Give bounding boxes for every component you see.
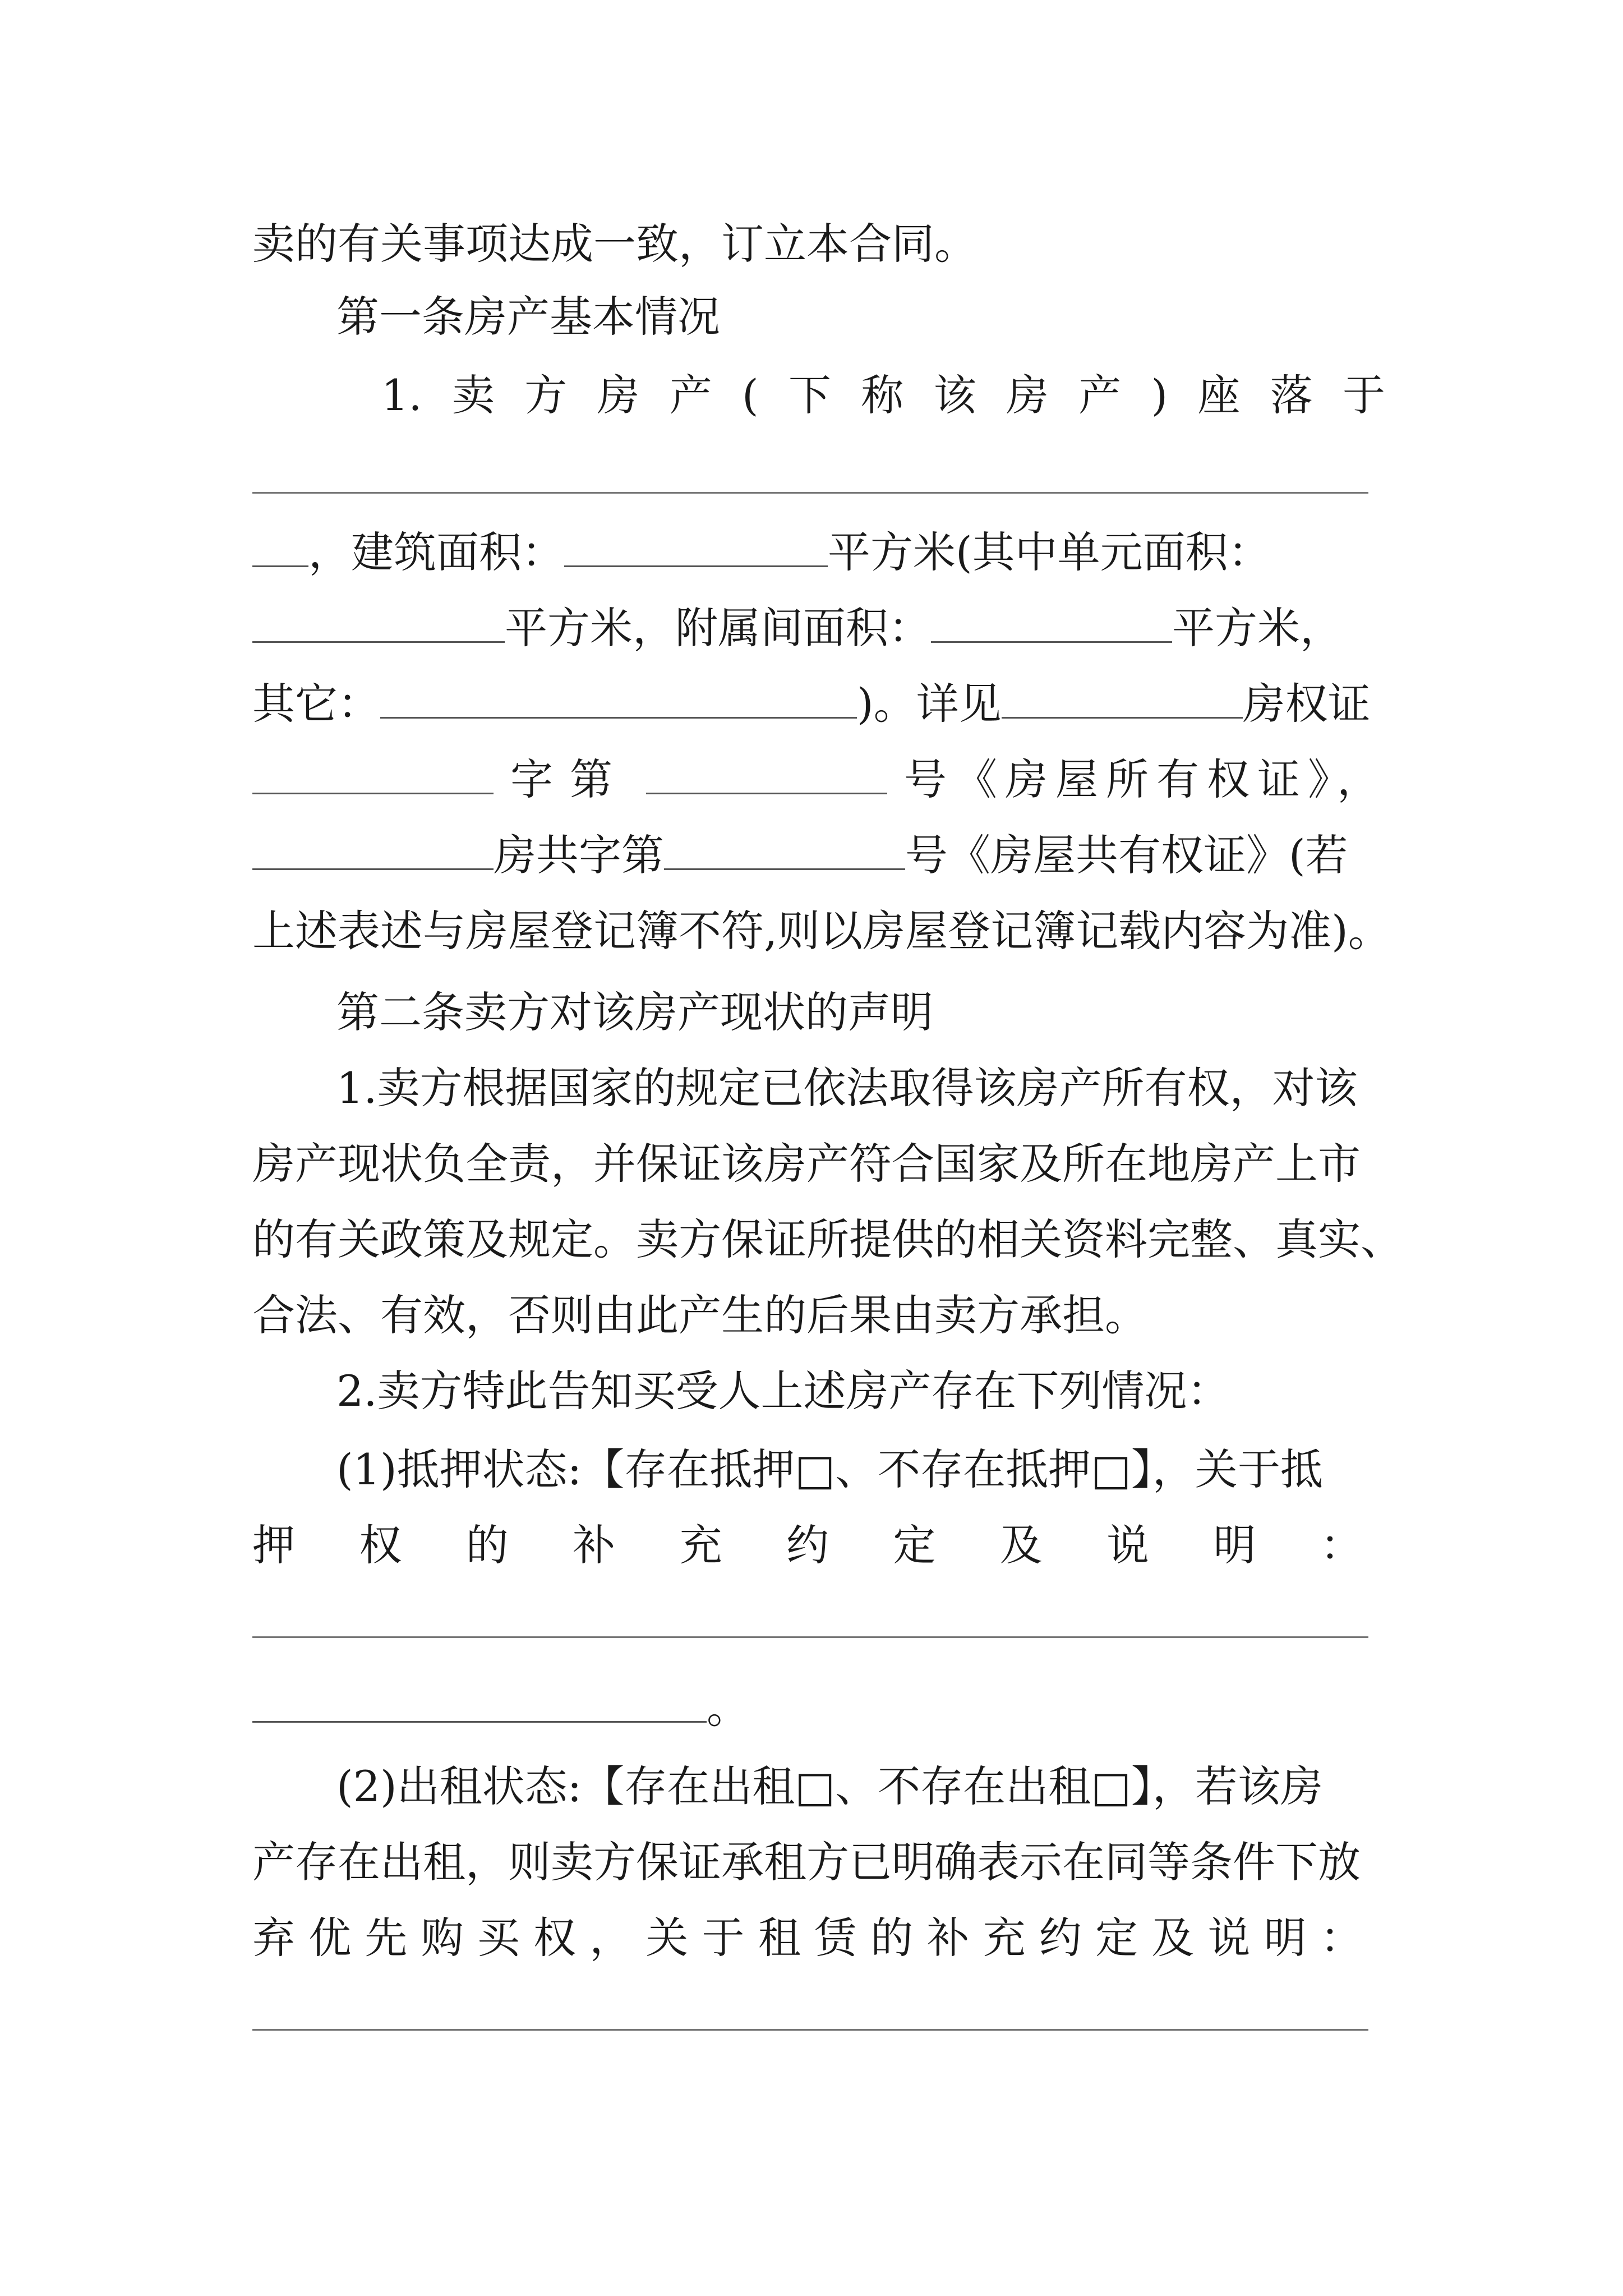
cert-word-blank — [252, 753, 494, 794]
unit-area-blank — [252, 602, 505, 643]
mortgage-notes-blank — [252, 1682, 707, 1723]
line-char: 充 — [679, 1520, 722, 1570]
line-7-text-a: 字第 — [510, 754, 629, 804]
line-4-text-b: 平方米(其中单元面积： — [828, 527, 1271, 577]
line-char: 定 — [1095, 1913, 1138, 1963]
line-char: ， — [589, 1913, 633, 1963]
line-char: 房 — [1006, 370, 1049, 420]
line-char: 补 — [926, 1913, 970, 1963]
line-char: 产 — [669, 370, 712, 420]
line-6-text-b: )。详见 — [857, 679, 1002, 729]
line-char: 买 — [477, 1913, 520, 1963]
blank-field — [252, 526, 308, 567]
line-char: ： — [1320, 1913, 1363, 1963]
line-char: 该 — [933, 370, 976, 420]
text-line-21 — [252, 1910, 1363, 1966]
line-char: 弃 — [252, 1913, 295, 1963]
other-blank — [380, 678, 857, 719]
line-char: 1. — [381, 370, 422, 420]
line-char: ( — [742, 370, 759, 420]
article-1-title: 第一条房产基本情况 — [336, 292, 720, 342]
line-char: 约 — [786, 1520, 829, 1570]
line-14-text: 合法、有效，否则由此产生的后果由卖方承担。 — [252, 1290, 1147, 1340]
line-char: 约 — [1039, 1913, 1082, 1963]
co-owner-word-blank — [252, 829, 494, 870]
line-char: 赁 — [814, 1913, 857, 1963]
line-char: 购 — [421, 1913, 464, 1963]
line-5-text-b: 平方米， — [1172, 603, 1343, 653]
line-6-text-c: 房权证 — [1242, 679, 1371, 729]
line-char: 说 — [1207, 1913, 1251, 1963]
text-line-13 — [252, 1212, 1403, 1268]
line-char: 方 — [524, 370, 568, 420]
line-char: 座 — [1197, 370, 1241, 420]
article-1-heading — [336, 289, 1458, 345]
line-9-text: 上述表述与房屋登记簿不符,则以房屋登记簿记载内容为准)。 — [252, 906, 1391, 956]
line-char: 产 — [1078, 370, 1122, 420]
line-13-text: 的有关政策及规定。卖方保证所提供的相关资料完整、真实、 — [252, 1214, 1403, 1264]
property-cert-blank — [1002, 678, 1243, 719]
line-8-text-b: 号《房屋共有权证》(若 — [905, 830, 1348, 880]
text-line-17 — [252, 1517, 1363, 1573]
blank-underline-2 — [252, 1636, 1368, 1638]
line-char: 称 — [861, 370, 904, 420]
line-char: 押 — [252, 1520, 295, 1570]
line-char: 于 — [702, 1913, 745, 1963]
line-char: 关 — [645, 1913, 689, 1963]
line-char: 明 — [1213, 1520, 1256, 1570]
co-owner-number-blank — [664, 829, 905, 870]
article-2-title: 第二条卖方对该房产现状的声明 — [336, 987, 933, 1037]
line-18-text: 。 — [707, 1683, 749, 1733]
text-line-5 — [252, 600, 1374, 656]
text-line-19 — [336, 1759, 1458, 1815]
line-char: 明 — [1264, 1913, 1307, 1963]
line-char: 优 — [308, 1913, 352, 1963]
line-char: 下 — [788, 370, 831, 420]
text-line-4 — [252, 524, 1374, 581]
line-char: 补 — [573, 1520, 616, 1570]
text-line-18 — [252, 1680, 1374, 1736]
line-char: ) — [1151, 370, 1168, 420]
text-line-15 — [336, 1363, 1458, 1419]
line-8-text-a: 房共字第 — [494, 830, 664, 880]
line-char: 房 — [597, 370, 640, 420]
line-char: 先 — [365, 1913, 408, 1963]
text-line-8 — [252, 827, 1374, 884]
text-line-1 — [252, 216, 1374, 272]
line-20-text: 产存在出租，则卖方保证承租方已明确表示在同等条件下放 — [252, 1837, 1361, 1887]
line-char: 及 — [1151, 1913, 1195, 1963]
line-char: 卖 — [451, 370, 495, 420]
line-7-text-b: 号《房屋所有权证》， — [904, 754, 1387, 804]
line-char: 租 — [758, 1913, 801, 1963]
text-line-11 — [336, 1060, 1458, 1116]
line-4-text-a: ，建筑面积： — [308, 527, 564, 577]
line-char: 充 — [983, 1913, 1026, 1963]
text-line-16 — [336, 1442, 1458, 1498]
text-line-14 — [252, 1287, 1374, 1343]
building-area-blank — [564, 526, 828, 567]
line-16-text: (1)抵押状态:【存在抵押□、不存在抵押□】，关于抵 — [336, 1444, 1323, 1494]
line-11-text: 1.卖方根据国家的规定已依法取得该房产所有权，对该 — [336, 1063, 1358, 1113]
line-char: 的 — [870, 1913, 914, 1963]
article-2-heading — [336, 984, 1458, 1041]
text-line-9 — [252, 903, 1391, 959]
line-char: ： — [1320, 1520, 1363, 1570]
text-line-3 — [381, 367, 1385, 424]
text-line-7 — [252, 752, 1387, 808]
line-char: 于 — [1342, 370, 1385, 420]
line-19-text: (2)出租状态:【存在出租□、不存在出租□】，若该房 — [336, 1761, 1323, 1811]
text-line-20 — [252, 1834, 1374, 1890]
line-char: 权 — [533, 1913, 577, 1963]
line-char: 权 — [359, 1520, 402, 1570]
text-line-6 — [252, 676, 1374, 732]
line-char: 的 — [465, 1520, 509, 1570]
line-12-text: 房产现状负全责，并保证该房产符合国家及所在地房产上市 — [252, 1139, 1361, 1189]
line-6-text-a: 其它： — [252, 679, 380, 729]
text-line-12 — [252, 1136, 1374, 1192]
line-char: 定 — [893, 1520, 936, 1570]
line-char: 落 — [1270, 370, 1313, 420]
cert-number-blank — [646, 753, 887, 794]
line-5-text-a: 平方米，附属间面积： — [505, 603, 931, 653]
line-15-text: 2.卖方特此告知买受人上述房产存在下列情况： — [336, 1366, 1230, 1416]
line-char: 说 — [1106, 1520, 1150, 1570]
blank-underline-1 — [252, 492, 1368, 494]
annex-area-blank — [931, 602, 1172, 643]
line-char: 及 — [999, 1520, 1043, 1570]
line-1-text: 卖的有关事项达成一致，订立本合同。 — [252, 219, 977, 269]
blank-underline-3 — [252, 2029, 1368, 2031]
